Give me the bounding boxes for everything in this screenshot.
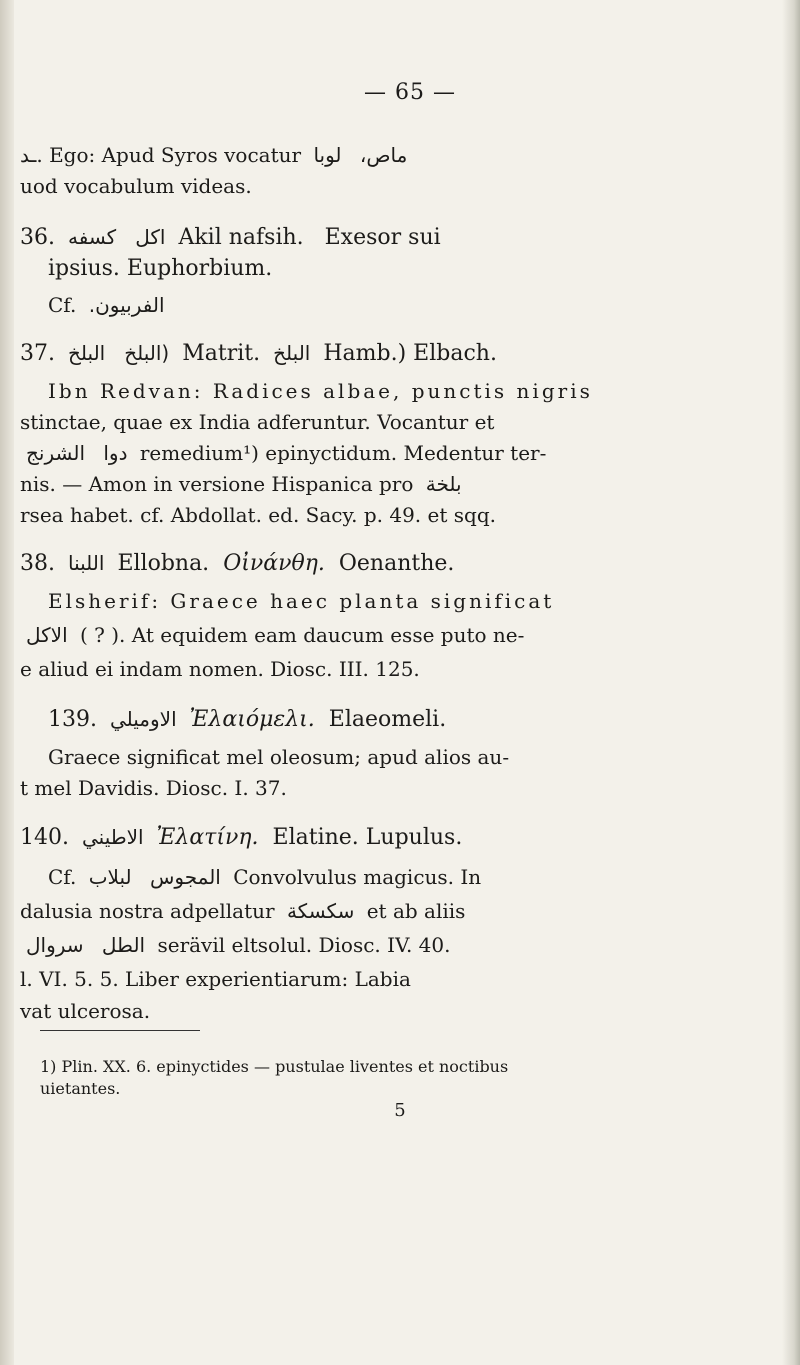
greek-name: Ἐλαιόμελι. xyxy=(189,707,315,732)
latin-name: Oenanthe. xyxy=(338,551,455,576)
arabic-word: الاوميلي xyxy=(109,707,177,731)
arabic-word: دوا xyxy=(103,441,128,465)
arabic-word: ماص، xyxy=(359,143,408,167)
text-line-11 xyxy=(20,500,770,531)
line-text: dalusia nostra adpellatur xyxy=(20,899,275,923)
line-text: Graece significat mel oleosum; apud alios au- xyxy=(48,745,510,769)
line-text: et ab aliis xyxy=(366,899,466,923)
arabic-word: سروال xyxy=(26,933,84,957)
line-text: stinctae, quae ex India adferuntur. Vocantur et xyxy=(20,410,495,434)
arabic-word: بلخة xyxy=(425,472,462,496)
footnote xyxy=(40,1056,760,1100)
text-line-7 xyxy=(20,376,798,407)
line-text: vat ulcerosa. xyxy=(20,999,151,1023)
text-line-2 xyxy=(20,171,770,202)
text-line-21 xyxy=(20,896,770,927)
line-text: Matrit. xyxy=(182,341,261,366)
entry-138 xyxy=(20,548,770,579)
arabic-word: البلخ xyxy=(68,341,106,365)
line-text: Hamb.) Elbach. xyxy=(323,341,497,366)
arabic-word: سكسكة xyxy=(286,899,355,923)
text-line-17 xyxy=(20,742,798,773)
entry-number: 36. xyxy=(20,225,55,250)
latin-name: Elaeomeli. xyxy=(328,707,447,732)
entry-140 xyxy=(20,822,770,853)
line-text: remedium¹) epinyctidum. Medentur ter- xyxy=(139,441,547,465)
line-text: nis. — Amon in versione Hispanica pro xyxy=(20,472,414,496)
page-gutter xyxy=(0,0,14,1365)
text-line-5 xyxy=(20,290,798,321)
arabic-word: المجوس xyxy=(149,865,221,889)
arabic-word: اللبنا xyxy=(68,551,105,575)
text-line-18 xyxy=(20,773,770,804)
line-text: ( ? ). At equidem eam daucum esse puto ne- xyxy=(80,623,525,647)
line-text: ـد. Ego: Apud Syros vocatur xyxy=(20,143,302,167)
arabic-word: الطل xyxy=(101,933,146,957)
entry-139 xyxy=(20,704,798,735)
arabic-word: كسفه xyxy=(68,225,117,249)
text-line-24 xyxy=(20,996,770,1027)
arabic-word: اكل xyxy=(135,225,166,249)
text-line-1 xyxy=(20,140,770,171)
arabic-word: الفربيون. xyxy=(88,293,165,317)
entry-number: 37. xyxy=(20,341,55,366)
text-line-8 xyxy=(20,407,770,438)
arabic-word: الاطيني xyxy=(81,825,144,849)
greek-name: Ἐλατίνη. xyxy=(156,825,259,850)
latin-name: Elatine. Lupulus. xyxy=(272,825,463,850)
text-line-10 xyxy=(20,469,770,500)
line-text: uod vocabulum videas. xyxy=(20,174,252,198)
text-line-14 xyxy=(20,620,770,651)
line-text: ipsius. Euphorbium. xyxy=(48,256,273,281)
page-edge xyxy=(782,0,800,1365)
arabic-word: لبلاب xyxy=(88,865,132,889)
line-text: serävil eltsolul. Diosc. IV. 40. xyxy=(157,933,451,957)
line-text: Ibn Redvan: Radices albae, punctis nigris xyxy=(48,379,593,403)
text-line-13 xyxy=(20,586,798,617)
footnote-line: uietantes. xyxy=(40,1079,121,1098)
arabic-word: لوبا xyxy=(313,143,342,167)
entry-number: 139. xyxy=(48,707,97,732)
entry-137 xyxy=(20,338,770,369)
arabic-word: البلخ xyxy=(273,341,311,365)
line-text: rsea habet. cf. Abdollat. ed. Sacy. p. 49. et sqq. xyxy=(20,503,496,527)
running-header: — 65 — xyxy=(364,80,456,105)
footnote-rule xyxy=(40,1030,200,1031)
text-line-22 xyxy=(20,930,770,961)
line-text: Elsherif: Graece haec planta significat xyxy=(48,589,555,613)
transliteration: Akil nafsih. xyxy=(178,225,304,250)
line-text: t mel Davidis. Diosc. I. 37. xyxy=(20,776,287,800)
cf-label: Cf. xyxy=(48,293,77,317)
cf-label: Cf. xyxy=(48,865,77,889)
entry-number: 140. xyxy=(20,825,69,850)
entry-number: 38. xyxy=(20,551,55,576)
line-text: l. VI. 5. 5. Liber experientiarum: Labia xyxy=(20,967,411,991)
arabic-word: الاكل xyxy=(26,623,68,647)
text-line-20 xyxy=(20,862,798,893)
arabic-word: الشرنج xyxy=(26,441,86,465)
latin-name: Exesor sui xyxy=(324,225,441,250)
footnote-line: 1) Plin. XX. 6. epinyctides — pustulae liventes et noctibus xyxy=(40,1057,509,1076)
arabic-word: (البلخ xyxy=(124,341,170,365)
entry-136 xyxy=(20,222,770,253)
line-text: e aliud ei indam nomen. Diosc. III. 125. xyxy=(20,657,420,681)
greek-name: Οἰνάνθη. xyxy=(223,551,325,576)
text-line-15 xyxy=(20,654,770,685)
transliteration: Ellobna. xyxy=(117,551,210,576)
line-text: Convolvulus magicus. In xyxy=(233,865,482,889)
text-line-23 xyxy=(20,964,770,995)
text-line-9 xyxy=(20,438,770,469)
text-line-4 xyxy=(20,253,798,284)
page-number: 5 xyxy=(394,1100,406,1121)
